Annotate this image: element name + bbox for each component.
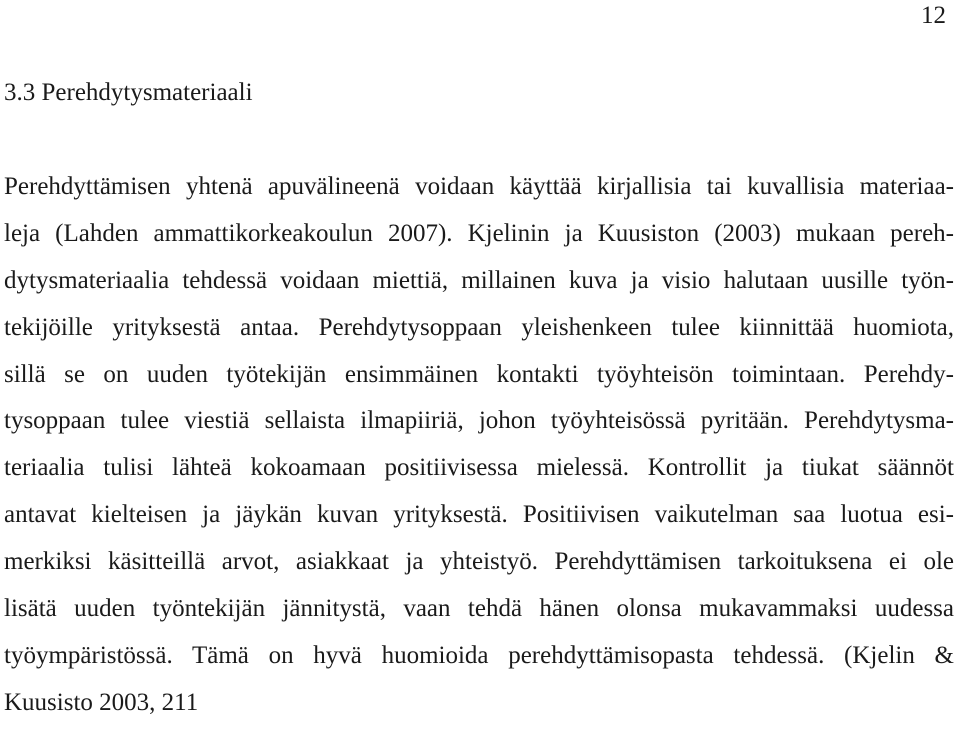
paragraph-line: teriaalia tulisi lähteä kokoamaan positiivisessa mielessä. Kontrollit ja tiukat säännöt (4, 454, 954, 482)
paragraph-line: dytysmateriaalia tehdessä voidaan miettiä, millainen kuva ja visio halutaan uusille työn- (4, 266, 954, 294)
body-paragraph (4, 170, 954, 733)
paragraph-line: leja (Lahden ammattikorkeakoulun 2007). Kjelinin ja Kuusiston (2003) mukaan pereh- (4, 219, 954, 247)
paragraph-line: tekijöille yrityksestä antaa. Perehdytysoppaan yleishenkeen tulee kiinnittää huomiota, (4, 313, 954, 341)
paragraph-line: tysoppaan tulee viestiä sellaista ilmapiiriä, johon työyhteisössä pyritään. Perehdytysma- (4, 407, 954, 435)
section-heading: 3.3 Perehdytysmateriaali (4, 79, 253, 106)
paragraph-line: antavat kielteisen ja jäykän kuvan yrityksestä. Positiivisen vaikutelman saa luotua esi- (4, 501, 954, 529)
paragraph-line: Perehdyttämisen yhtenä apuvälineenä voidaan käyttää kirjallisia tai kuvallisia materiaa- (4, 173, 954, 200)
paragraph-line: lisätä uuden työntekijän jännitystä, vaan tehdä hänen olonsa mukavammaksi uudessa (4, 595, 954, 623)
page-number: 12 (921, 2, 946, 29)
paragraph-line: työympäristössä. Tämä on hyvä huomioida perehdyttämisopasta tehdessä. (Kjelin & (4, 641, 954, 669)
paragraph-line: merkiksi käsitteillä arvot, asiakkaat ja yhteistyö. Perehdyttämisen tarkoituksena ei ole (4, 548, 954, 576)
paragraph-line: sillä se on uuden työtekijän ensimmäinen kontakti työyhteisön toimintaan. Perehdy- (4, 360, 954, 388)
paragraph-line: Kuusisto 2003, 211 (4, 688, 199, 716)
